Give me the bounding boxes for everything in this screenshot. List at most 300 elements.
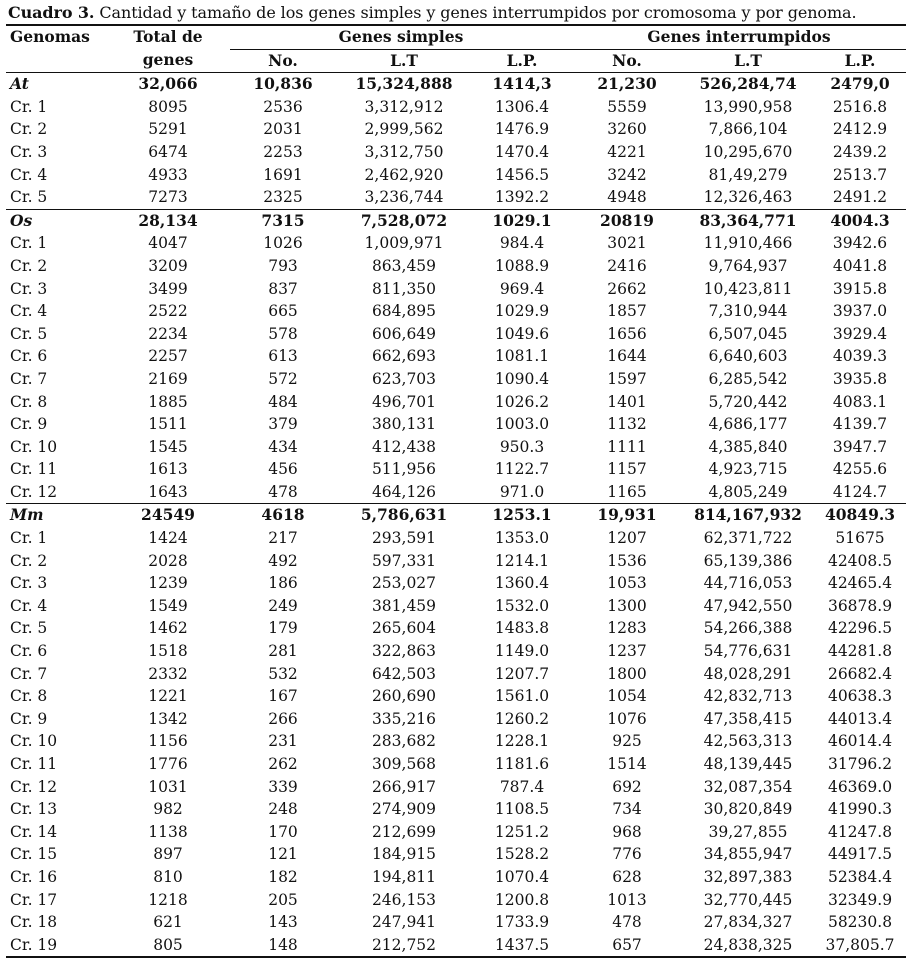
genome-name: At: [10, 74, 29, 94]
chromosome-name: Cr. 1: [10, 234, 48, 253]
cell-simples-no: 339: [268, 777, 298, 796]
cell-total: 2234: [148, 324, 188, 343]
header-simples-lt: L.T: [390, 50, 418, 70]
cell-total: 1462: [148, 619, 188, 638]
chromosome-name: Cr. 19: [10, 935, 58, 954]
cell-interrumpidos-lt: 54,266,388: [703, 619, 793, 638]
cell-interrumpidos-no: 692: [612, 777, 642, 796]
chromosome-name: Cr. 2: [10, 551, 48, 570]
chromosome-row: [6, 481, 906, 504]
chromosome-row: [6, 821, 906, 844]
cell-interrumpidos-lp: 41247.8: [827, 822, 893, 841]
cell-interrumpidos-lp: 26682.4: [827, 664, 893, 683]
cell-interrumpidos-lt: 4,686,177: [708, 415, 788, 434]
cell-interrumpidos-no: 3242: [607, 165, 647, 184]
cell-total: 2522: [148, 302, 188, 321]
cell-interrumpidos-lt: 42,563,313: [703, 732, 793, 751]
genome-simples-no: 7315: [261, 210, 305, 230]
chromosome-row: [6, 391, 906, 414]
cell-total: 2169: [148, 369, 188, 388]
cell-simples-lp: 1306.4: [494, 97, 550, 116]
cell-interrumpidos-no: 1283: [607, 619, 647, 638]
cell-interrumpidos-no: 1656: [607, 324, 647, 343]
cell-simples-no: 143: [268, 913, 298, 932]
cell-total: 1239: [148, 574, 188, 593]
chromosome-row: [6, 708, 906, 731]
cell-simples-lp: 1392.2: [494, 188, 550, 207]
cell-simples-lp: 1528.2: [494, 845, 550, 864]
cell-interrumpidos-no: 776: [612, 845, 642, 864]
chromosome-name: Cr. 16: [10, 867, 58, 886]
cell-total: 1031: [148, 777, 188, 796]
cell-interrumpidos-no: 1857: [607, 302, 647, 321]
cell-simples-lp: 971.0: [499, 482, 545, 501]
cell-simples-no: 665: [268, 302, 298, 321]
cell-simples-no: 2253: [263, 142, 303, 161]
cell-simples-no: 837: [268, 279, 298, 298]
cell-interrumpidos-lt: 32,770,445: [703, 890, 793, 909]
cell-simples-lp: 1360.4: [494, 574, 550, 593]
cell-interrumpidos-no: 5559: [607, 97, 647, 116]
chromosome-name: Cr. 8: [10, 392, 48, 411]
cell-interrumpidos-no: 1157: [607, 460, 647, 479]
chromosome-name: Cr. 4: [10, 165, 48, 184]
cell-total: 5291: [148, 120, 188, 139]
cell-simples-no: 186: [268, 574, 298, 593]
cell-total: 1518: [148, 642, 188, 661]
cell-interrumpidos-lp: 44281.8: [827, 642, 893, 661]
cell-simples-no: 281: [268, 642, 298, 661]
cell-simples-lp: 1108.5: [494, 800, 550, 819]
cell-interrumpidos-no: 3021: [607, 234, 647, 253]
cell-total: 4047: [148, 234, 188, 253]
chromosome-name: Cr. 9: [10, 709, 48, 728]
cell-simples-lt: 684,895: [371, 302, 437, 321]
cell-simples-lp: 1026.2: [494, 392, 550, 411]
cell-interrumpidos-no: 657: [612, 935, 642, 954]
cell-simples-no: 170: [268, 822, 298, 841]
cell-simples-lp: 1483.8: [494, 619, 550, 638]
cell-simples-no: 572: [268, 369, 298, 388]
cell-total: 1424: [148, 529, 188, 548]
cell-interrumpidos-lp: 3929.4: [832, 324, 888, 343]
cell-simples-lt: 511,956: [371, 460, 437, 479]
chromosome-name: Cr. 6: [10, 347, 48, 366]
cell-simples-lt: 662,693: [371, 347, 437, 366]
chromosome-row: [6, 617, 906, 640]
cell-interrumpidos-lt: 6,640,603: [708, 347, 788, 366]
cell-simples-no: 478: [268, 482, 298, 501]
cell-simples-lp: 1733.9: [494, 913, 550, 932]
cell-total: 982: [153, 800, 183, 819]
cell-interrumpidos-lt: 4,805,249: [708, 482, 788, 501]
cell-total: 810: [153, 867, 183, 886]
genome-interrumpidos-lt: 83,364,771: [699, 210, 797, 230]
cell-simples-lt: 212,699: [371, 822, 437, 841]
cell-interrumpidos-lp: 4124.7: [832, 482, 888, 501]
cell-simples-lt: 1,009,971: [364, 234, 444, 253]
cell-interrumpidos-lt: 48,028,291: [703, 664, 793, 683]
cell-total: 4933: [148, 165, 188, 184]
cell-simples-lp: 1090.4: [494, 369, 550, 388]
cell-interrumpidos-lt: 44,716,053: [703, 574, 793, 593]
chromosome-name: Cr. 3: [10, 279, 48, 298]
genome-interrumpidos-lt: 526,284,74: [699, 74, 797, 94]
cell-simples-lt: 274,909: [371, 800, 437, 819]
cell-total: 1885: [148, 392, 188, 411]
cell-interrumpidos-lt: 47,942,550: [703, 596, 793, 615]
genome-interrumpidos-no: 21,230: [597, 74, 657, 94]
header-simples-lp: L.P.: [506, 50, 538, 70]
cell-simples-no: 182: [268, 867, 298, 886]
cell-interrumpidos-lt: 12,326,463: [703, 188, 793, 207]
cell-simples-lp: 1088.9: [494, 256, 550, 275]
chromosome-row: [6, 843, 906, 866]
cell-interrumpidos-lt: 10,295,670: [703, 142, 793, 161]
header-total-line2: genes: [142, 50, 194, 70]
cell-interrumpidos-lt: 81,49,279: [708, 165, 788, 184]
chromosome-row: [6, 776, 906, 799]
cell-interrumpidos-lp: 44917.5: [827, 845, 893, 864]
chromosome-name: Cr. 2: [10, 256, 48, 275]
cell-interrumpidos-lp: 58230.8: [827, 913, 893, 932]
cell-interrumpidos-lt: 62,371,722: [703, 529, 793, 548]
genes-table: [6, 24, 906, 958]
cell-simples-lp: 1353.0: [494, 529, 550, 548]
cell-interrumpidos-lp: 2412.9: [832, 120, 888, 139]
cell-total: 1138: [148, 822, 188, 841]
cell-simples-lt: 309,568: [371, 755, 437, 773]
cell-interrumpidos-lt: 47,358,415: [703, 709, 793, 728]
cell-simples-lp: 1029.9: [494, 302, 550, 321]
cell-interrumpidos-lp: 42408.5: [827, 551, 893, 570]
cell-simples-lp: 1260.2: [494, 709, 550, 728]
header-total-line1: Total de: [133, 27, 203, 47]
genome-interrumpidos-no: 19,931: [597, 505, 657, 525]
chromosome-name: Cr. 1: [10, 97, 48, 116]
chromosome-row: [6, 753, 906, 776]
cell-interrumpidos-no: 3260: [607, 120, 647, 139]
cell-interrumpidos-lp: 4041.8: [832, 256, 888, 275]
cell-simples-lt: 412,438: [371, 437, 437, 456]
cell-simples-lt: 3,312,912: [364, 97, 444, 116]
chromosome-name: Cr. 15: [10, 845, 58, 864]
cell-interrumpidos-lt: 24,838,325: [703, 935, 793, 954]
chromosome-row: [6, 458, 906, 481]
chromosome-row: [6, 323, 906, 346]
genome-summary-row: [6, 209, 906, 232]
cell-interrumpidos-lp: 3942.6: [832, 234, 888, 253]
cell-interrumpidos-no: 1644: [607, 347, 647, 366]
chromosome-name: Cr. 1: [10, 529, 48, 548]
cell-total: 1221: [148, 687, 188, 706]
cell-interrumpidos-lp: 51675: [835, 529, 885, 548]
cell-interrumpidos-lp: 4139.7: [832, 415, 888, 434]
cell-simples-lp: 1476.9: [494, 120, 550, 139]
genome-simples-lp: 1253.1: [492, 505, 552, 525]
cell-simples-no: 2325: [263, 188, 303, 207]
cell-interrumpidos-lt: 48,139,445: [703, 755, 793, 773]
cell-interrumpidos-lp: 52384.4: [827, 867, 893, 886]
genome-summary-row: [6, 504, 906, 527]
genome-total: 28,134: [138, 210, 198, 230]
chromosome-name: Cr. 8: [10, 687, 48, 706]
cell-simples-lp: 1200.8: [494, 890, 550, 909]
chromosome-name: Cr. 4: [10, 302, 48, 321]
cell-simples-lp: 1003.0: [494, 415, 550, 434]
cell-interrumpidos-no: 734: [612, 800, 642, 819]
cell-simples-no: 2536: [263, 97, 303, 116]
genome-name: Os: [10, 210, 33, 230]
cell-simples-lt: 381,459: [371, 596, 437, 615]
chromosome-name: Cr. 14: [10, 822, 58, 841]
cell-interrumpidos-no: 4948: [607, 188, 647, 207]
genome-simples-no: 10,836: [253, 74, 313, 94]
cell-interrumpidos-lp: 40638.3: [827, 687, 893, 706]
cell-interrumpidos-lt: 7,310,944: [708, 302, 788, 321]
chromosome-name: Cr. 5: [10, 619, 48, 638]
chromosome-row: [6, 595, 906, 618]
chromosome-row: [6, 186, 906, 209]
cell-simples-lp: 1437.5: [494, 935, 550, 954]
cell-interrumpidos-lp: 3937.0: [832, 302, 888, 321]
cell-interrumpidos-lt: 13,990,958: [703, 97, 793, 116]
cell-interrumpidos-no: 1013: [607, 890, 647, 909]
cell-total: 6474: [148, 142, 188, 161]
table-caption: [8, 3, 856, 22]
cell-interrumpidos-lp: 3915.8: [832, 279, 888, 298]
chromosome-row: [6, 911, 906, 934]
cell-simples-lp: 950.3: [499, 437, 545, 456]
header-genes-simples: Genes simples: [230, 25, 572, 49]
chromosome-name: Cr. 9: [10, 415, 48, 434]
chromosome-row: [6, 572, 906, 595]
chromosome-row: [6, 889, 906, 912]
genome-simples-lt: 5,786,631: [360, 505, 448, 525]
chromosome-row: [6, 866, 906, 889]
chromosome-row: [6, 255, 906, 278]
cell-interrumpidos-no: 1054: [607, 687, 647, 706]
cell-interrumpidos-lt: 32,087,354: [703, 777, 793, 796]
caption-text: Cantidad y tamaño de los genes simples y genes interrumpidos por cromosoma y por genoma.: [99, 3, 857, 22]
cell-total: 1549: [148, 596, 188, 615]
cell-interrumpidos-no: 1401: [607, 392, 647, 411]
cell-simples-no: 492: [268, 551, 298, 570]
cell-interrumpidos-no: 1514: [607, 755, 647, 773]
cell-total: 7273: [148, 188, 188, 207]
cell-interrumpidos-lp: 4255.6: [832, 460, 888, 479]
cell-interrumpidos-no: 1237: [607, 642, 647, 661]
cell-simples-no: 249: [268, 596, 298, 615]
cell-interrumpidos-lt: 4,385,840: [708, 437, 788, 456]
chromosome-row: [6, 934, 906, 958]
cell-interrumpidos-lt: 34,855,947: [703, 845, 793, 864]
cell-simples-lp: 1561.0: [494, 687, 550, 706]
chromosome-row: [6, 232, 906, 255]
cell-simples-lt: 597,331: [371, 551, 437, 570]
cell-simples-no: 613: [268, 347, 298, 366]
cell-simples-lt: 322,863: [371, 642, 437, 661]
cell-interrumpidos-lt: 6,285,542: [708, 369, 788, 388]
cell-interrumpidos-no: 1597: [607, 369, 647, 388]
chromosome-name: Cr. 3: [10, 142, 48, 161]
cell-interrumpidos-no: 1165: [607, 482, 647, 501]
cell-interrumpidos-lt: 7,866,104: [708, 120, 788, 139]
cell-simples-lt: 265,604: [371, 619, 437, 638]
cell-simples-no: 1026: [263, 234, 303, 253]
cell-total: 1511: [148, 415, 188, 434]
cell-simples-lt: 464,126: [371, 482, 437, 501]
cell-simples-lt: 247,941: [371, 913, 437, 932]
chromosome-name: Cr. 7: [10, 664, 48, 683]
chromosome-row: [6, 640, 906, 663]
genome-interrumpidos-no: 20819: [600, 210, 654, 230]
chromosome-name: Cr. 2: [10, 120, 48, 139]
cell-simples-lp: 787.4: [499, 777, 545, 796]
cell-simples-no: 434: [268, 437, 298, 456]
cell-simples-lp: 969.4: [499, 279, 545, 298]
cell-interrumpidos-lt: 54,776,631: [703, 642, 793, 661]
header-simples-no: No.: [268, 50, 298, 70]
cell-simples-lp: 1251.2: [494, 822, 550, 841]
chromosome-row: [6, 730, 906, 753]
cell-interrumpidos-no: 1076: [607, 709, 647, 728]
cell-interrumpidos-lp: 46014.4: [827, 732, 893, 751]
cell-simples-no: 2031: [263, 120, 303, 139]
cell-simples-no: 148: [268, 935, 298, 954]
cell-interrumpidos-no: 968: [612, 822, 642, 841]
cell-simples-lp: 1181.6: [494, 755, 550, 773]
table-header: [6, 25, 906, 73]
header-interrumpidos-lt: L.T: [734, 50, 762, 70]
cell-interrumpidos-lp: 2516.8: [832, 97, 888, 116]
chromosome-name: Cr. 10: [10, 437, 58, 456]
cell-interrumpidos-lp: 2439.2: [832, 142, 888, 161]
cell-simples-lp: 1081.1: [494, 347, 550, 366]
genome-interrumpidos-lp: 2479,0: [830, 74, 890, 94]
chromosome-name: Cr. 5: [10, 324, 48, 343]
cell-simples-no: 262: [268, 755, 298, 773]
genome-name: Mm: [10, 505, 44, 525]
cell-total: 1342: [148, 709, 188, 728]
cell-interrumpidos-no: 4221: [607, 142, 647, 161]
cell-simples-lp: 1456.5: [494, 165, 550, 184]
chromosome-row: [6, 413, 906, 436]
cell-simples-lt: 863,459: [371, 256, 437, 275]
cell-simples-lt: 3,236,744: [364, 188, 444, 207]
cell-simples-no: 179: [268, 619, 298, 638]
cell-interrumpidos-lp: 4083.1: [832, 392, 888, 411]
cell-interrumpidos-no: 1132: [607, 415, 647, 434]
chromosome-name: Cr. 12: [10, 482, 58, 501]
cell-interrumpidos-lt: 9,764,937: [708, 256, 788, 275]
genome-simples-lp: 1414,3: [492, 74, 552, 94]
cell-simples-no: 248: [268, 800, 298, 819]
chromosome-name: Cr. 13: [10, 800, 58, 819]
cell-interrumpidos-lp: 2513.7: [832, 165, 888, 184]
header-interrumpidos-lp: L.P.: [844, 50, 876, 70]
cell-simples-no: 231: [268, 732, 298, 751]
cell-interrumpidos-lp: 3947.7: [832, 437, 888, 456]
cell-simples-lp: 1207.7: [494, 664, 550, 683]
cell-total: 621: [153, 913, 183, 932]
cell-total: 1776: [148, 755, 188, 773]
cell-simples-lt: 266,917: [371, 777, 437, 796]
cell-total: 1218: [148, 890, 188, 909]
cell-simples-lt: 811,350: [371, 279, 437, 298]
cell-interrumpidos-no: 1053: [607, 574, 647, 593]
chromosome-name: Cr. 11: [10, 755, 58, 773]
table-body: [6, 73, 906, 958]
cell-simples-lp: 1122.7: [494, 460, 550, 479]
cell-interrumpidos-lp: 31796.2: [827, 755, 893, 773]
genome-interrumpidos-lt: 814,167,932: [694, 505, 802, 525]
chromosome-row: [6, 345, 906, 368]
chromosome-name: Cr. 4: [10, 596, 48, 615]
genome-summary-row: [6, 73, 906, 96]
cell-simples-lt: 380,131: [371, 415, 437, 434]
cell-total: 2257: [148, 347, 188, 366]
cell-interrumpidos-lp: 2491.2: [832, 188, 888, 207]
cell-simples-no: 205: [268, 890, 298, 909]
genome-interrumpidos-lp: 4004.3: [830, 210, 890, 230]
chromosome-name: Cr. 7: [10, 369, 48, 388]
cell-interrumpidos-lp: 3935.8: [832, 369, 888, 388]
cell-interrumpidos-lp: 32349.9: [827, 890, 893, 909]
cell-total: 1613: [148, 460, 188, 479]
cell-simples-no: 266: [268, 709, 298, 728]
cell-total: 805: [153, 935, 183, 954]
cell-simples-lt: 212,752: [371, 935, 437, 954]
cell-interrumpidos-lp: 4039.3: [832, 347, 888, 366]
cell-interrumpidos-no: 1300: [607, 596, 647, 615]
cell-simples-no: 484: [268, 392, 298, 411]
cell-interrumpidos-no: 2662: [607, 279, 647, 298]
cell-simples-no: 456: [268, 460, 298, 479]
cell-interrumpidos-no: 628: [612, 867, 642, 886]
chromosome-row: [6, 278, 906, 301]
cell-simples-lt: 293,591: [371, 529, 437, 548]
chromosome-row: [6, 141, 906, 164]
cell-simples-lp: 1470.4: [494, 142, 550, 161]
header-genomas: Genomas: [10, 27, 90, 47]
cell-interrumpidos-lt: 4,923,715: [708, 460, 788, 479]
genome-simples-no: 4618: [261, 505, 305, 525]
caption-label: Cuadro 3.: [8, 3, 95, 22]
cell-interrumpidos-no: 925: [612, 732, 642, 751]
cell-simples-lt: 606,649: [371, 324, 437, 343]
cell-simples-no: 167: [268, 687, 298, 706]
header-interrumpidos-no: No.: [612, 50, 642, 70]
cell-interrumpidos-lt: 10,423,811: [703, 279, 793, 298]
cell-simples-lt: 260,690: [371, 687, 437, 706]
genome-total: 24549: [141, 505, 195, 525]
chromosome-row: [6, 436, 906, 459]
cell-total: 3209: [148, 256, 188, 275]
cell-simples-lt: 246,153: [371, 890, 437, 909]
cell-total: 2332: [148, 664, 188, 683]
cell-interrumpidos-lp: 42465.4: [827, 574, 893, 593]
cell-interrumpidos-lt: 65,139,386: [703, 551, 793, 570]
chromosome-name: Cr. 17: [10, 890, 58, 909]
chromosome-row: [6, 663, 906, 686]
cell-interrumpidos-lp: 36878.9: [827, 596, 893, 615]
chromosome-row: [6, 164, 906, 187]
cell-simples-lt: 194,811: [371, 867, 437, 886]
chromosome-name: Cr. 5: [10, 188, 48, 207]
cell-interrumpidos-lp: 41990.3: [827, 800, 893, 819]
cell-simples-lt: 2,999,562: [364, 120, 444, 139]
